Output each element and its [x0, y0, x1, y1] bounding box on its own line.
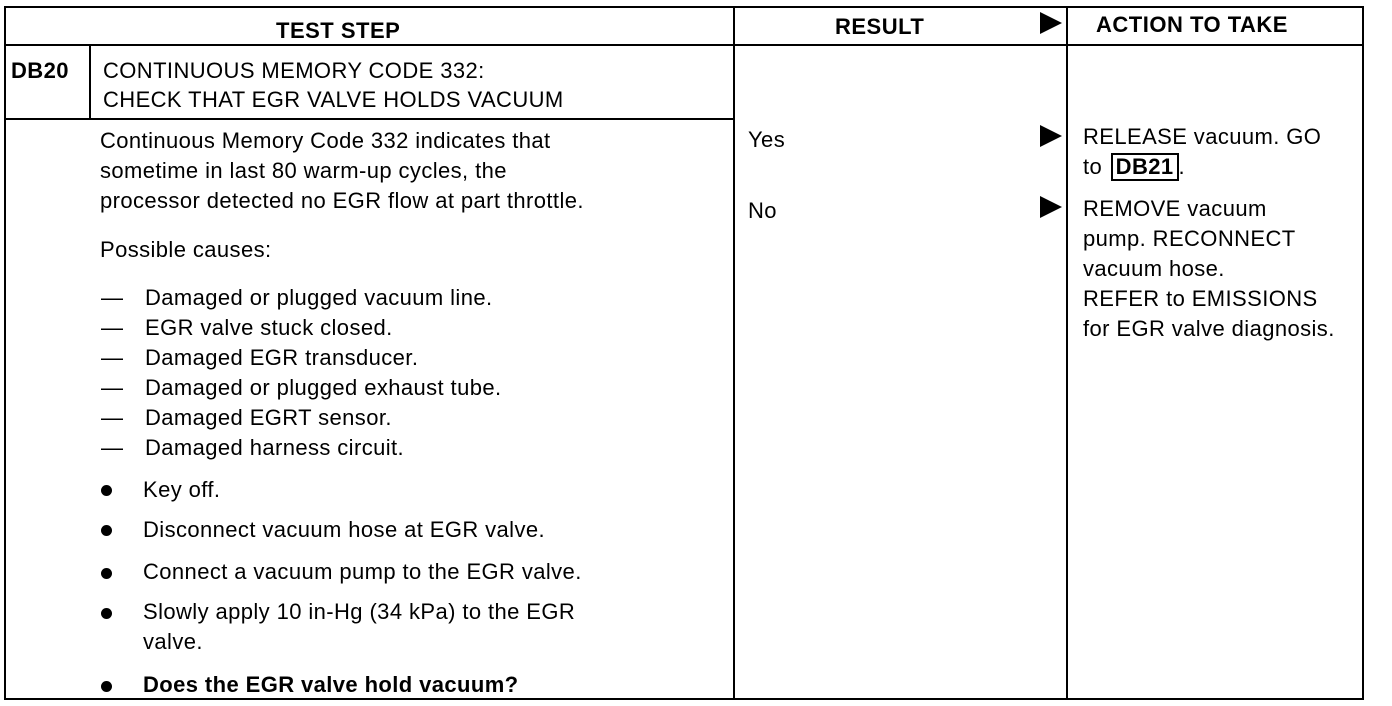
action-yes-suffix: .: [1178, 154, 1186, 179]
step-title-underline: [4, 118, 735, 120]
causes-heading: Possible causes:: [100, 237, 272, 262]
table-top-border: [4, 6, 1364, 8]
result-yes-arrow-icon: [1040, 125, 1062, 147]
action-yes-code: DB21: [1111, 153, 1179, 181]
step-code: DB20: [11, 58, 69, 83]
cause-dash: —: [101, 345, 123, 370]
action-no-line5: for EGR valve diagnosis.: [1083, 316, 1335, 341]
step-item-continuation: valve.: [143, 629, 203, 654]
action-yes-line1: RELEASE vacuum. GO: [1083, 124, 1322, 149]
action-no-line2: pump. RECONNECT: [1083, 226, 1296, 251]
action-no-line4: REFER to EMISSIONS: [1083, 286, 1318, 311]
cause-item: Damaged or plugged exhaust tube.: [145, 375, 502, 400]
intro-line-2: sometime in last 80 warm-up cycles, the: [100, 158, 507, 183]
cause-dash: —: [101, 375, 123, 400]
action-no-line3: vacuum hose.: [1083, 256, 1225, 281]
cause-item: Damaged harness circuit.: [145, 435, 405, 460]
header-action: ACTION TO TAKE: [1096, 12, 1288, 37]
step-item: Connect a vacuum pump to the EGR valve.: [143, 559, 582, 584]
bullet-icon: [101, 608, 112, 619]
action-yes-prefix: to: [1083, 154, 1103, 179]
table-left-border: [4, 6, 6, 700]
step-code-divider: [89, 44, 91, 120]
step-item: Disconnect vacuum hose at EGR valve.: [143, 517, 546, 542]
header-divider: [4, 44, 1364, 46]
step-question: Does the EGR valve hold vacuum?: [143, 672, 519, 697]
cause-dash: —: [101, 435, 123, 460]
cause-item: Damaged EGR transducer.: [145, 345, 419, 370]
action-no-line1: REMOVE vacuum: [1083, 196, 1267, 221]
cause-item: Damaged EGRT sensor.: [145, 405, 392, 430]
result-no: No: [748, 198, 777, 223]
cause-item: EGR valve stuck closed.: [145, 315, 393, 340]
intro-line-1: Continuous Memory Code 332 indicates that: [100, 128, 551, 153]
bullet-icon: [101, 681, 112, 692]
result-no-arrow-icon: [1040, 196, 1062, 218]
col-divider-result: [733, 6, 735, 700]
intro-line-3: processor detected no EGR flow at part throttle.: [100, 188, 584, 213]
bullet-icon: [101, 485, 112, 496]
step-title-line1: CONTINUOUS MEMORY CODE 332:: [103, 58, 485, 83]
header-result: RESULT: [835, 14, 925, 39]
cause-dash: —: [101, 315, 123, 340]
cause-item: Damaged or plugged vacuum line.: [145, 285, 493, 310]
step-title-line2: CHECK THAT EGR VALVE HOLDS VACUUM: [103, 87, 564, 112]
col-divider-action: [1066, 6, 1068, 700]
bullet-icon: [101, 568, 112, 579]
header-test-step: TEST STEP: [276, 18, 401, 43]
result-yes: Yes: [748, 127, 786, 152]
table-right-border: [1362, 6, 1364, 700]
action-yes-line2: [1083, 152, 1185, 181]
bullet-icon: [101, 525, 112, 536]
step-item: Slowly apply 10 in-Hg (34 kPa) to the EGR: [143, 599, 576, 624]
cause-dash: —: [101, 405, 123, 430]
header-arrow-icon: [1040, 12, 1062, 34]
cause-dash: —: [101, 285, 123, 310]
step-item: Key off.: [143, 477, 221, 502]
